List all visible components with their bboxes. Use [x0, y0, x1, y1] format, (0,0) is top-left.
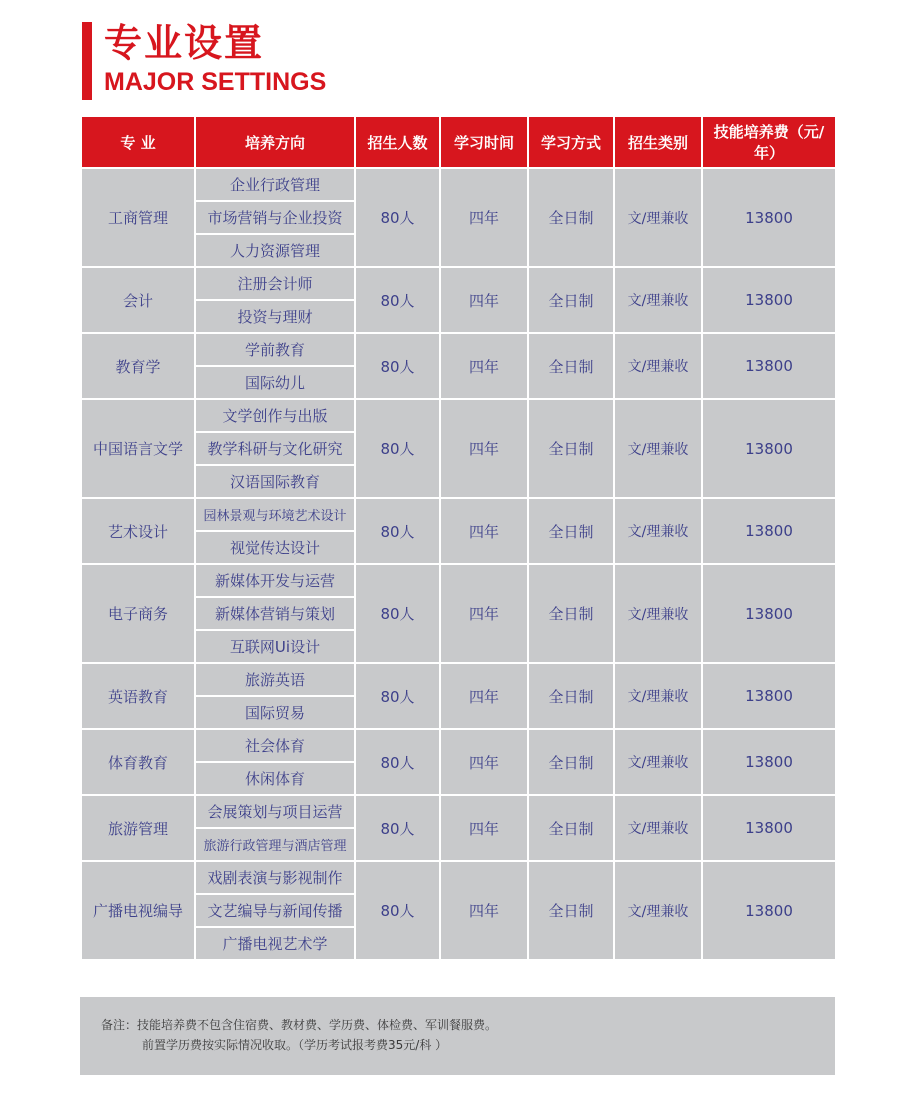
category-cell: 文/理兼收 — [614, 861, 702, 960]
direction-cell: 市场营销与企业投资 — [195, 201, 355, 234]
fee-cell: 13800 — [702, 267, 836, 333]
major-name: 广播电视编导 — [81, 861, 195, 960]
duration-cell: 四年 — [440, 168, 528, 267]
major-name: 体育教育 — [81, 729, 195, 795]
page-title: 专业设置 — [104, 21, 265, 65]
major-name: 电子商务 — [81, 564, 195, 663]
fee-cell: 13800 — [702, 168, 836, 267]
fee-cell: 13800 — [702, 729, 836, 795]
direction-cell: 汉语国际教育 — [195, 465, 355, 498]
fee-cell: 13800 — [702, 333, 836, 399]
remarks-line-2: 前置学历费按实际情况收取。（学历考试报考费35元/科 ） — [142, 1038, 448, 1052]
duration-cell: 四年 — [440, 333, 528, 399]
table-row — [81, 564, 836, 597]
fee-cell: 13800 — [702, 498, 836, 564]
duration-cell: 四年 — [440, 861, 528, 960]
table-row — [81, 168, 836, 201]
direction-cell: 广播电视艺术学 — [195, 927, 355, 960]
study-mode-cell: 全日制 — [528, 795, 614, 861]
fee-cell: 13800 — [702, 564, 836, 663]
enrollment-cell: 80人 — [355, 663, 440, 729]
direction-cell: 国际贸易 — [195, 696, 355, 729]
direction-cell: 文艺编导与新闻传播 — [195, 894, 355, 927]
table-row — [81, 399, 836, 432]
category-cell: 文/理兼收 — [614, 498, 702, 564]
direction-cell: 新媒体开发与运营 — [195, 564, 355, 597]
direction-cell: 戏剧表演与影视制作 — [195, 861, 355, 894]
category-cell: 文/理兼收 — [614, 267, 702, 333]
duration-cell: 四年 — [440, 498, 528, 564]
category-cell: 文/理兼收 — [614, 795, 702, 861]
column-header: 学习方式 — [528, 116, 614, 168]
enrollment-cell: 80人 — [355, 564, 440, 663]
enrollment-cell: 80人 — [355, 861, 440, 960]
direction-cell: 旅游行政管理与酒店管理 — [195, 828, 355, 861]
table-row — [81, 663, 836, 696]
table-row — [81, 333, 836, 366]
fee-cell: 13800 — [702, 861, 836, 960]
remarks-line-1: 备注：技能培养费不包含住宿费、教材费、学历费、体检费、军训餐服费。 — [101, 1018, 498, 1032]
direction-cell: 人力资源管理 — [195, 234, 355, 267]
table-header-row — [81, 116, 836, 168]
duration-cell: 四年 — [440, 399, 528, 498]
direction-cell: 注册会计师 — [195, 267, 355, 300]
table-row — [81, 729, 836, 762]
major-name: 艺术设计 — [81, 498, 195, 564]
category-cell: 文/理兼收 — [614, 168, 702, 267]
study-mode-cell: 全日制 — [528, 267, 614, 333]
major-name: 教育学 — [81, 333, 195, 399]
duration-cell: 四年 — [440, 663, 528, 729]
page-subtitle: MAJOR SETTINGS — [104, 68, 327, 96]
direction-cell: 互联网Ui设计 — [195, 630, 355, 663]
header-accent-bar — [82, 22, 92, 100]
enrollment-cell: 80人 — [355, 267, 440, 333]
direction-cell: 投资与理财 — [195, 300, 355, 333]
category-cell: 文/理兼收 — [614, 399, 702, 498]
direction-cell: 旅游英语 — [195, 663, 355, 696]
study-mode-cell: 全日制 — [528, 729, 614, 795]
study-mode-cell: 全日制 — [528, 399, 614, 498]
study-mode-cell: 全日制 — [528, 663, 614, 729]
column-header: 招生类别 — [614, 116, 702, 168]
direction-cell: 教学科研与文化研究 — [195, 432, 355, 465]
major-name: 会计 — [81, 267, 195, 333]
direction-cell: 国际幼儿 — [195, 366, 355, 399]
direction-cell: 学前教育 — [195, 333, 355, 366]
fee-cell: 13800 — [702, 795, 836, 861]
major-name: 工商管理 — [81, 168, 195, 267]
direction-cell: 园林景观与环境艺术设计 — [195, 498, 355, 531]
enrollment-cell: 80人 — [355, 168, 440, 267]
column-header: 技能培养费（元/年） — [702, 116, 836, 168]
direction-cell: 新媒体营销与策划 — [195, 597, 355, 630]
direction-cell: 会展策划与项目运营 — [195, 795, 355, 828]
category-cell: 文/理兼收 — [614, 729, 702, 795]
column-header: 专 业 — [81, 116, 195, 168]
duration-cell: 四年 — [440, 729, 528, 795]
direction-cell: 企业行政管理 — [195, 168, 355, 201]
study-mode-cell: 全日制 — [528, 333, 614, 399]
major-name: 中国语言文学 — [81, 399, 195, 498]
remarks-box — [80, 997, 835, 1075]
enrollment-cell: 80人 — [355, 498, 440, 564]
category-cell: 文/理兼收 — [614, 564, 702, 663]
enrollment-cell: 80人 — [355, 729, 440, 795]
duration-cell: 四年 — [440, 267, 528, 333]
fee-cell: 13800 — [702, 663, 836, 729]
direction-cell: 文学创作与出版 — [195, 399, 355, 432]
column-header: 招生人数 — [355, 116, 440, 168]
enrollment-cell: 80人 — [355, 399, 440, 498]
direction-cell: 视觉传达设计 — [195, 531, 355, 564]
direction-cell: 休闲体育 — [195, 762, 355, 795]
column-header: 培养方向 — [195, 116, 355, 168]
study-mode-cell: 全日制 — [528, 861, 614, 960]
enrollment-cell: 80人 — [355, 795, 440, 861]
duration-cell: 四年 — [440, 564, 528, 663]
category-cell: 文/理兼收 — [614, 333, 702, 399]
category-cell: 文/理兼收 — [614, 663, 702, 729]
duration-cell: 四年 — [440, 795, 528, 861]
major-name: 英语教育 — [81, 663, 195, 729]
majors-table — [80, 115, 837, 961]
direction-cell: 社会体育 — [195, 729, 355, 762]
study-mode-cell: 全日制 — [528, 168, 614, 267]
table-row — [81, 795, 836, 828]
major-name: 旅游管理 — [81, 795, 195, 861]
study-mode-cell: 全日制 — [528, 564, 614, 663]
table-row — [81, 498, 836, 531]
fee-cell: 13800 — [702, 399, 836, 498]
column-header: 学习时间 — [440, 116, 528, 168]
table-row — [81, 267, 836, 300]
study-mode-cell: 全日制 — [528, 498, 614, 564]
table-row — [81, 861, 836, 894]
enrollment-cell: 80人 — [355, 333, 440, 399]
